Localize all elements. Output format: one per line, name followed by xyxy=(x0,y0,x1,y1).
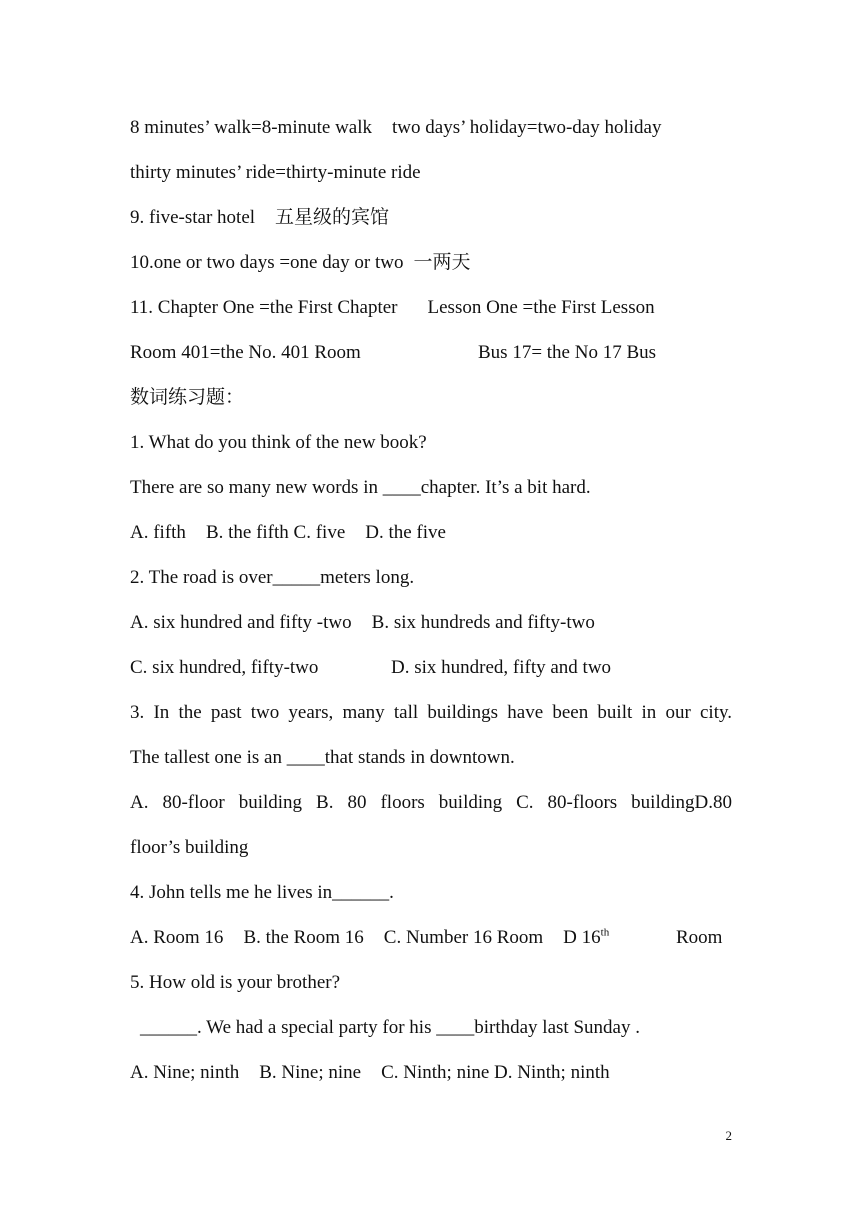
section-heading-text: 数词练习题： xyxy=(130,387,245,408)
text-line-22 xyxy=(130,1061,732,1085)
q1-option-a: A. fifth xyxy=(130,522,186,543)
line-5-part-a: 11. Chapter One =the First Chapter xyxy=(130,297,398,318)
text-line-10 xyxy=(130,521,732,545)
q4-option-d-suffix: Room xyxy=(676,927,723,948)
q4-option-b: B. the Room 16 xyxy=(243,927,364,948)
q1-option-d: D. the five xyxy=(365,522,446,543)
q5-option-c-d: C. Ninth; nine D. Ninth; ninth xyxy=(381,1062,610,1083)
q2-option-c: C. six hundred, fifty-two xyxy=(130,657,319,678)
line-3-part-b: 五星级的宾馆 xyxy=(275,207,390,228)
question-4: 4. John tells me he lives in______. xyxy=(130,882,394,903)
text-line-2 xyxy=(130,161,732,185)
q3-options: A. 80-floor building B. 80 floors building C. 80-floors buildingD.80 xyxy=(130,792,732,813)
text-line-4 xyxy=(130,251,732,275)
q2-option-d: D. six hundred, fifty and two xyxy=(391,657,612,678)
q5-option-b: B. Nine; nine xyxy=(259,1062,362,1083)
q4-option-d-superscript: th xyxy=(600,926,610,939)
text-line-3 xyxy=(130,206,732,230)
text-line-17 xyxy=(130,836,732,860)
q2-option-a: A. six hundred and fifty -two xyxy=(130,612,352,633)
text-line-19 xyxy=(130,926,732,950)
q4-option-d: D 16 xyxy=(563,927,601,948)
text-line-18 xyxy=(130,881,732,905)
question-3: 3. In the past two years, many tall buildings have been built in our city. xyxy=(130,702,732,723)
line-6-part-b: Bus 17= the No 17 Bus xyxy=(478,342,657,363)
text-line-16 xyxy=(130,791,732,815)
page-number: 2 xyxy=(725,1128,732,1143)
question-1: 1. What do you think of the new book? xyxy=(130,432,427,453)
q3-options-cont: floor’s building xyxy=(130,837,249,858)
text-line-8 xyxy=(130,431,732,455)
text-line-5 xyxy=(130,296,732,320)
text-line-15 xyxy=(130,746,732,770)
text-line-9 xyxy=(130,476,732,500)
text-line-6 xyxy=(130,341,732,365)
question-3-body: The tallest one is an ____that stands in downtown. xyxy=(130,747,515,768)
text-line-21 xyxy=(140,1016,742,1040)
question-2: 2. The road is over_____meters long. xyxy=(130,567,415,588)
q4-option-a: A. Room 16 xyxy=(130,927,224,948)
line-5-part-b: Lesson One =the First Lesson xyxy=(427,297,655,318)
q2-option-b: B. six hundreds and fifty-two xyxy=(371,612,595,633)
line-2-text: thirty minutes’ ride=thirty-minute ride xyxy=(130,162,421,183)
question-1-body: There are so many new words in ____chapter. It’s a bit hard. xyxy=(130,477,591,498)
text-line-11 xyxy=(130,566,732,590)
q4-option-c: C. Number 16 Room xyxy=(383,927,544,948)
q1-option-b-c: B. the fifth C. five xyxy=(205,522,346,543)
line-6-part-a: Room 401=the No. 401 Room xyxy=(130,342,361,363)
line-1-part-a: 8 minutes’ walk=8-minute walk xyxy=(130,117,373,138)
text-line-20 xyxy=(130,971,732,995)
section-heading xyxy=(130,386,732,410)
text-line-12 xyxy=(130,611,732,635)
line-4-part-b: 一两天 xyxy=(413,252,471,273)
text-line-13 xyxy=(130,656,732,680)
line-1-part-b: two days’ holiday=two-day holiday xyxy=(392,117,662,138)
line-4-part-a: 10.one or two days =one day or two xyxy=(130,252,404,273)
question-5-body: ______. We had a special party for his ____birthday last Sunday . xyxy=(140,1017,640,1038)
q5-option-a: A. Nine; ninth xyxy=(130,1062,240,1083)
text-line-1 xyxy=(130,116,732,140)
line-3-part-a: 9. five-star hotel xyxy=(130,207,256,228)
question-5: 5. How old is your brother? xyxy=(130,972,341,993)
text-line-14 xyxy=(130,701,732,725)
